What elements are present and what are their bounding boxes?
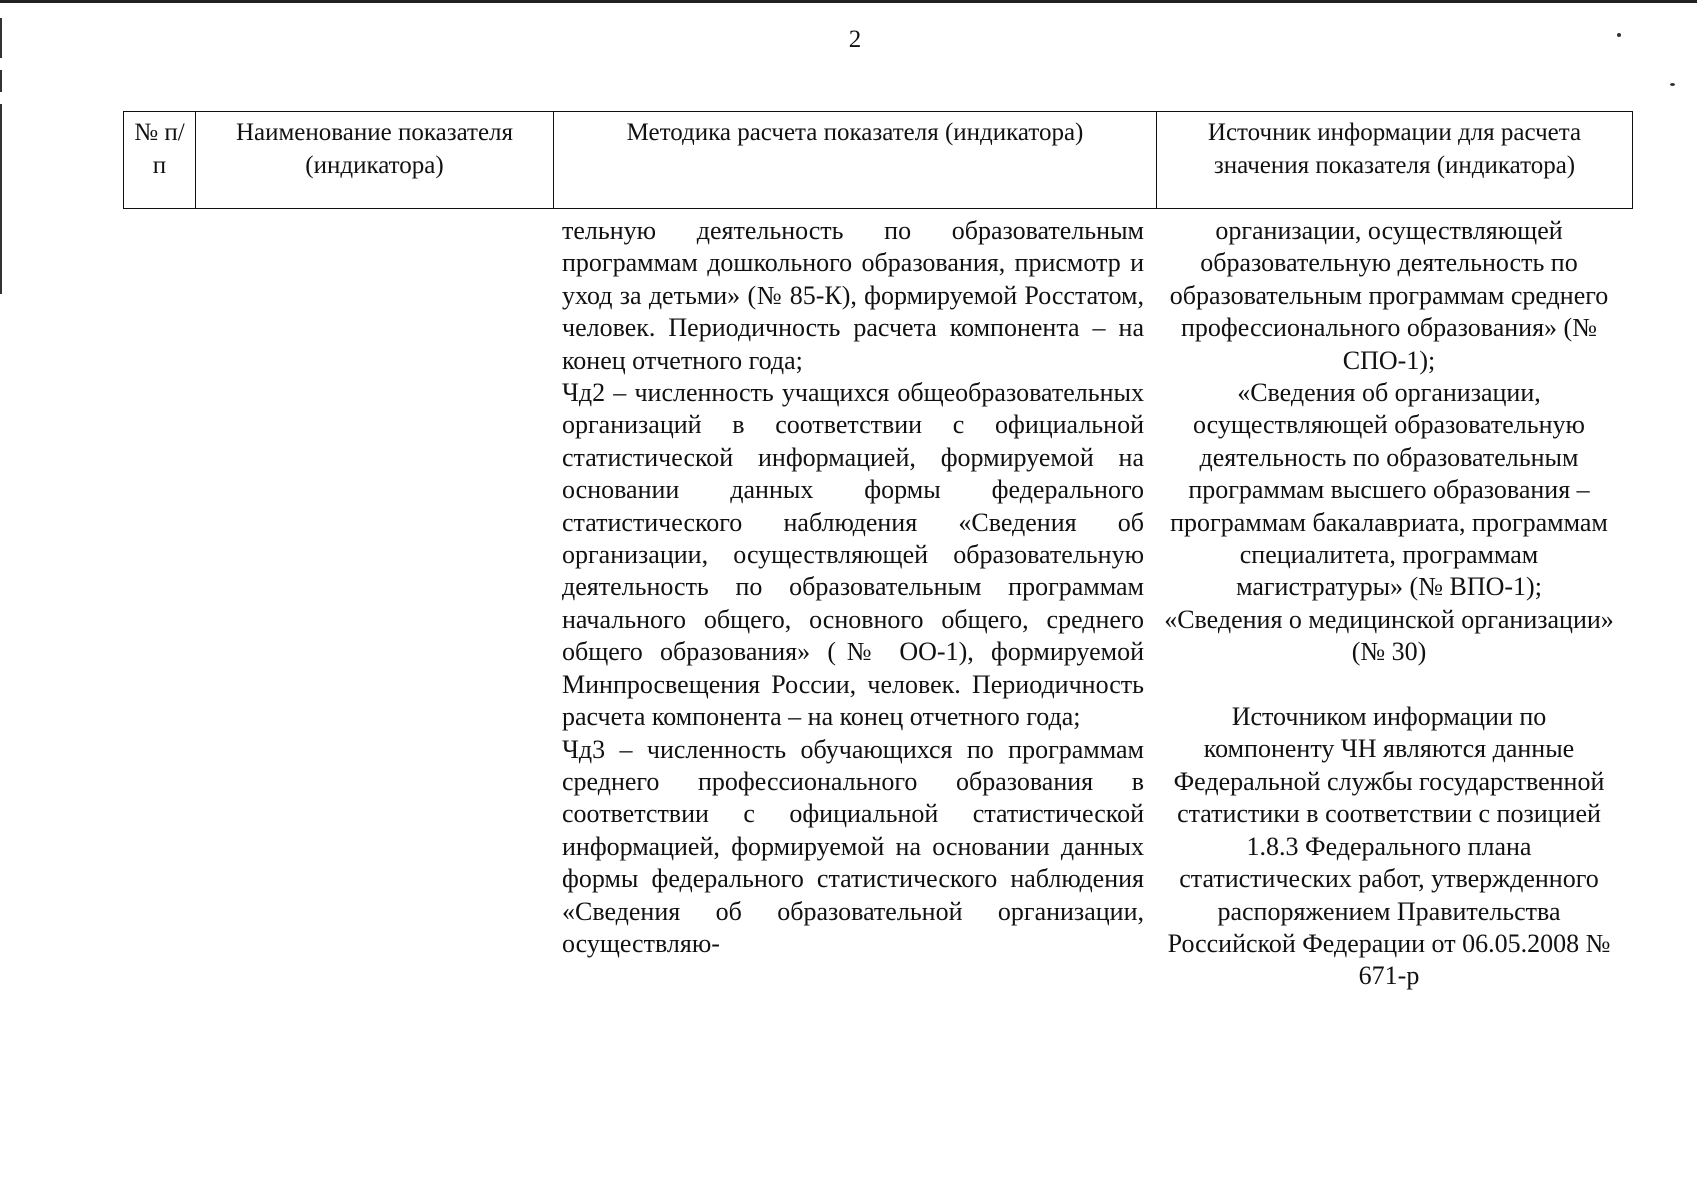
source-paragraph: организации, осуществляющей образовательную деятельность по образовательным программам среднего профессионального образования» (№ СПО-1);: [1169, 216, 1609, 375]
scan-margin-mark: [0, 70, 2, 92]
column-header-indicator-name: Наименование показателя (индикатора): [196, 112, 554, 209]
information-source-text: [1164, 215, 1614, 993]
table-header-row: [124, 112, 1633, 209]
method-paragraph: тельную деятельность по образовательным программам дошкольного образования, присмотр и уход за детьми» (№ 85-К), формируемой Росстатом, человек. Периодичность расчета компонента – на конец отчетного года;: [562, 216, 1144, 375]
calculation-method-text: [562, 215, 1144, 960]
column-header-information-source: Источник информации для расчета значения показателя (индикатора): [1157, 112, 1633, 209]
scan-margin-mark: [0, 104, 2, 294]
method-paragraph: Чд2 – численность учащихся общеобразовательных организаций в соответствии с официальной статистической информацией, формируемой на основании данных формы федерального статистического наблюдения «Сведения об организации, осуществляющей образовательную деятельность по образовательным программам начального общего, основного общего, среднего общего образования» (№ ОО-1), формируемой Минпросвещения России, человек. Периодичность расчета компонента – на конец отчетного года;: [562, 378, 1144, 732]
indicator-table-header: [123, 111, 1633, 209]
source-paragraph: Источником информации по компоненту ЧН являются данные Федеральной службы государственной статистики в соответствии с позицией 1.8.3 Федерального плана статистических работ, утвержденного распоряжением Правительства Российской Федерации от 06.05.2008 № 671-р: [1167, 702, 1611, 991]
paragraph-spacer: [1164, 669, 1614, 701]
scan-edge-line: [0, 0, 1697, 3]
source-paragraph: «Сведения о медицинской организации» (№ 30): [1164, 604, 1614, 667]
scan-speck: [1670, 83, 1675, 86]
column-header-number: № п/п: [124, 112, 196, 209]
source-paragraph: «Сведения об организации, осуществляющей образовательную деятельность по образовательным программам высшего образования – программам бакалавриата, программам специалитета, программам магистратуры» (№ ВПО-1);: [1170, 378, 1608, 602]
method-paragraph: Чд3 – численность обучающихся по программам среднего профессионального образования в соответствии с официальной статистической информацией, формируемой на основании данных формы федерального статистического наблюдения «Сведения об образовательной организации, осуществляю-: [562, 734, 1144, 958]
page-number: 2: [848, 26, 862, 53]
column-header-calculation-method: Методика расчета показателя (индикатора): [554, 112, 1157, 209]
